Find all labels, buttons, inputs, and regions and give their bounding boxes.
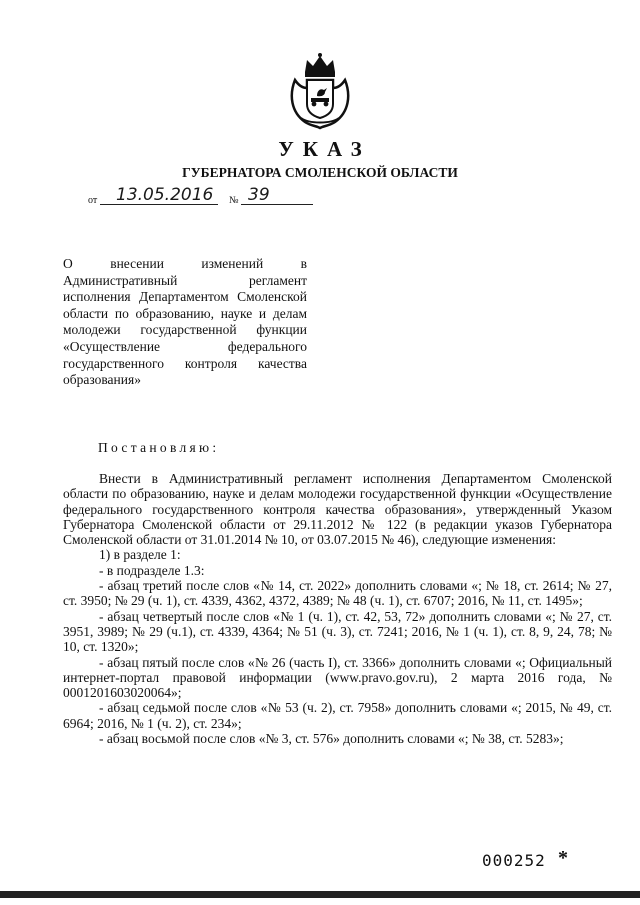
intro-paragraph: Внести в Административный регламент исполнения Департаментом Смоленской области по образованию, науке и делам молодежи государственной функции «Осуществление федерального государственного контроля качества образования», утвержденный Указом Губернатора Смоленской области от 29.11.2012 № 122 (в редакции указов Губернатора Смоленской области от 31.01.2014 № 10, от 03.07.2015 № 46), следующие изменения: bbox=[63, 471, 612, 548]
amendment-paragraph: - абзац пятый после слов «№ 26 (часть I), ст. 3366» дополнить словами «; Официальный интернет-портал правовой информации (www.pravo.gov.ru), 2 марта 2016 года, № 0001201603020064»; bbox=[63, 654, 612, 701]
document-issuer: ГУБЕРНАТОРА СМОЛЕНСКОЙ ОБЛАСТИ bbox=[182, 165, 458, 180]
document-body bbox=[63, 471, 612, 746]
amendment-paragraph: - абзац четвертый после слов «№ 1 (ч. 1), ст. 42, 53, 72» дополнить словами «; № 27, ст. 3951, 3989; № 29 (ч.1), ст. 4339, 4364; № 51 (ч. 3), ст. 7241; 2016, № 1 (ч. 1), ст. 8, 9, 24, 78; № 10, ст. 1320»; bbox=[63, 608, 612, 655]
page-code: 000252 bbox=[482, 851, 546, 870]
document-subject: О внесении изменений в Административный регламент исполнения Департаментом Смоленской области по образованию, науке и делам молодежи государственной функции «Осуществление федерального государственного контроля качества образования» bbox=[63, 256, 307, 388]
date-number-line bbox=[88, 186, 328, 210]
document-title: УКАЗ bbox=[278, 137, 371, 161]
decree-word: Постановляю: bbox=[98, 440, 220, 455]
list-item: - в подразделе 1.3: bbox=[99, 562, 205, 578]
page-mark: * bbox=[558, 847, 568, 869]
list-item: 1) в разделе 1: bbox=[99, 547, 181, 563]
amendment-paragraph: - абзац седьмой после слов «№ 53 (ч. 2), ст. 7958» дополнить словами «; 2015, № 49, ст. 6964; 2016, № 1 (ч. 2), ст. 234»; bbox=[63, 700, 612, 731]
number-label: № bbox=[229, 195, 239, 206]
amendment-paragraph: - абзац третий после слов «№ 14, ст. 2022» дополнить словами «; № 18, ст. 2614; № 27, ст. 3950; № 29 (ч. 1), ст. 4339, 4362, 4372, 4389; № 48 (ч. 1), ст. 6707; 2016, № 11, ст. 1495»; bbox=[63, 578, 612, 609]
date-value: 13.05.2016 bbox=[116, 185, 214, 205]
amendment-paragraph: - абзац восьмой после слов «№ 3, ст. 576» дополнить словами «; № 38, ст. 5283»; bbox=[99, 731, 564, 747]
scan-bottom-bar bbox=[0, 891, 640, 898]
coat-of-arms-emblem bbox=[287, 50, 353, 130]
date-label: от bbox=[88, 195, 98, 206]
number-value: 39 bbox=[248, 185, 270, 205]
